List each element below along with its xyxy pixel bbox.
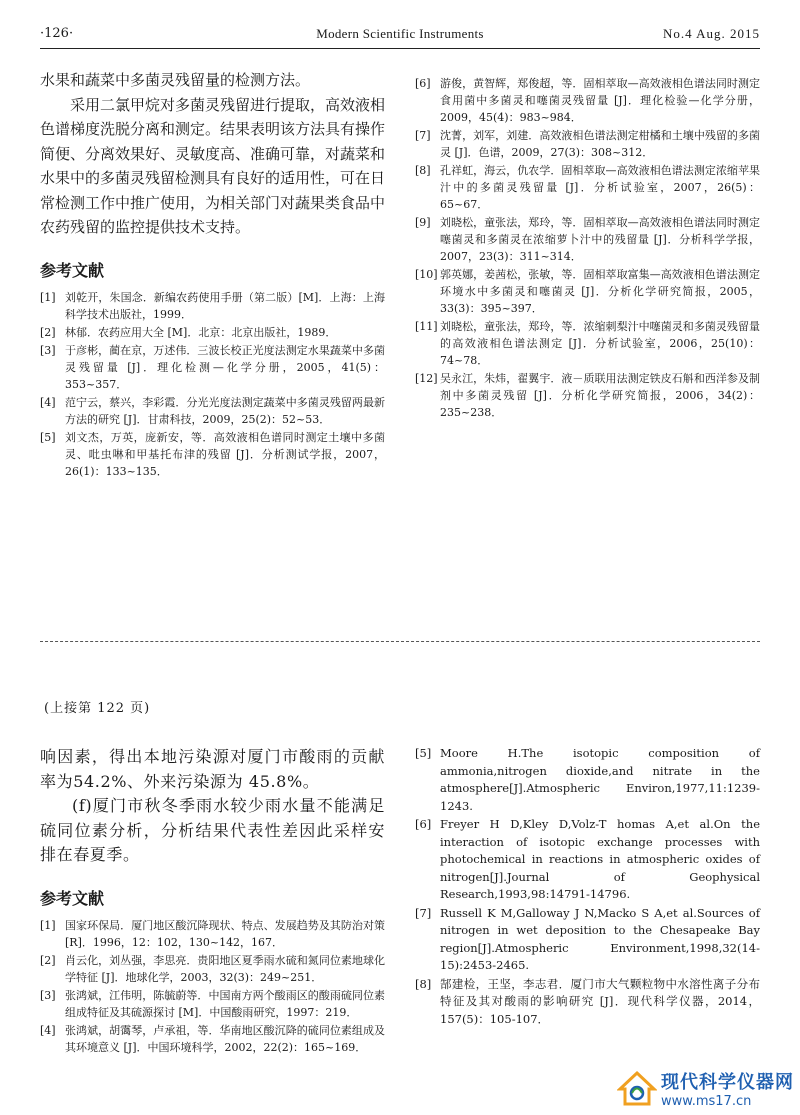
reference-list (415, 75, 760, 421)
references-heading: 参考文献 (40, 888, 105, 908)
reference-item: [1] 国家环保局．厦门地区酸沉降现状、特点、发展趋势及其防治对策 [R]．1996，12：102，130~142，167． (40, 918, 385, 949)
reference-item: [1] 刘乾开，朱国念．新编农药使用手册（第二版）[M]．上海：上海科学技术出版社，1999． (40, 290, 385, 321)
references-heading: 参考文献 (40, 260, 105, 280)
reference-item: [7] Russell K M,Galloway J N,Macko S A,et al.Sources of nitrogen in wet deposition to the Chesapeake Bay region[J].Atmospheric Environment,1998,32(14-15):2453-2465. (415, 905, 760, 972)
article2-left-column (40, 745, 385, 1057)
watermark-url: www.ms17.cn (661, 1094, 752, 1109)
journal-name: Modern Scientific Instruments (316, 26, 484, 41)
reference-item: [3] 于彦彬，蔺在京，万述伟．三波长校正光度法测定水果蔬菜中多菌灵残留量 [J]．理化检测—化学分册，2005，41(5)：353~357． (40, 343, 385, 391)
article1-right-column (415, 75, 760, 422)
article1-body (40, 68, 385, 240)
reference-item: [6] 游俊，黄智辉，郑俊超，等．固相萃取—高效液相色谱法同时测定食用菌中多菌灵和噻菌灵残留量 [J]．理化检验—化学分册，2009，45(4)：983~984． (415, 77, 760, 124)
running-header (40, 26, 760, 48)
continuation-note: (上接第 122 页) (44, 701, 151, 716)
reference-item: [8] 孔祥虹，海云，仇农学．固相萃取—高效液相色谱法测定浓缩苹果汁中的多菌灵残留量 [J]．分析试验室，2007，26(5)：65~67． (415, 164, 760, 211)
house-logo-icon (617, 1069, 657, 1109)
reference-list (415, 745, 760, 1028)
reference-item: [8] 郜建检，王坚，李志君．厦门市大气颗粒物中水溶性离子分布特征及其对酸雨的影响研究 [J]．现代科学仪器，2014，157(5)：105-107． (415, 976, 760, 1026)
reference-item: [11] 刘晓松，童张法，郑玲，等．浓缩刺梨汁中噻菌灵和多菌灵残留量的高效液相色谱法测定 [J]．分析试验室，2006，25(10)：74~78． (415, 320, 760, 367)
article2-body (40, 745, 385, 868)
reference-item: [3] 张鸿斌，江伟明，陈毓蔚等．中国南方两个酸雨区的酸雨硫同位素组成特征及其硫源探讨 [M]．中国酸雨研究，1997：219． (40, 988, 385, 1019)
reference-item: [2] 肖云化，刘丛强，李思亮．贵阳地区夏季雨水硫和氮同位素地球化学特征 [J]．地球化学，2003，32(3)：249~251． (40, 953, 385, 984)
reference-item: [7] 沈菁，刘军，刘建．高效液相色谱法测定柑橘和土壤中残留的多菌灵 [J]．色谱，2009，27(3)：308~312． (415, 129, 760, 159)
page-number: ·126· (40, 26, 74, 41)
dashed-divider (40, 641, 760, 642)
reference-item: [9] 刘晓松，童张法，郑玲，等．固相萃取—高效液相色谱法同时测定噻菌灵和多菌灵在浓缩萝卜汁中的残留量 [J]．分析科学学报，2007，23(3)：311~314． (415, 216, 760, 263)
reference-item: [4] 范宁云，蔡兴，李彩霞．分光光度法测定蔬菜中多菌灵残留两最新方法的研究 [J]．甘肃科技，2009，25(2)：52~53． (40, 395, 385, 426)
reference-item: [2] 林郁．农药应用大全 [M]．北京：北京出版社，1989． (40, 325, 337, 339)
reference-item: [12] 吴永江，朱炜，翟翼宇．液－质联用法测定铁皮石斛和西洋参及制剂中多菌灵残留 [J]．分析化学研究简报，2006，34(2)：235~238． (415, 372, 760, 419)
reference-item: [10] 郭英娜，姜茜松，张敏，等．固相萃取富集—高效液相色谱法测定环境水中多菌灵和噻菌灵 [J]．分析化学研究简报，2005，33(3)：395~397． (415, 268, 760, 315)
article1-left-column (40, 68, 385, 481)
body-paragraph: 响因素，得出本地污染源对厦门市酸雨的贡献率为54.2%、外来污染源为 45.8%。 (40, 747, 385, 791)
reference-list (40, 917, 385, 1056)
body-paragraph: 采用二氯甲烷对多菌灵残留进行提取，高效液相色谱梯度洗脱分离和测定。结果表明该方法具有操作简便、分离效果好、灵敏度高、准确可靠，对蔬菜和水果中的多菌灵残留检测具有良好的适用性，可在日常检测工作中推广使用，为相关部门对蔬果类食品中农药残留的监控提供技术支持。 (40, 95, 386, 236)
reference-list (40, 289, 385, 480)
site-watermark (617, 1068, 794, 1109)
body-paragraph: (f)厦门市秋冬季雨水较少雨水量不能满足硫同位素分析，分析结果代表性差因此采样安排在春夏季。 (40, 796, 385, 864)
issue-info: No.4 Aug. 2015 (662, 26, 760, 41)
reference-item: [6] Freyer H D,Kley D,Volz-T homas A,et al.On the interaction of isotopic exchange processes with photochemical in reactions in atmospheric oxides of nitrogen[J].Journal of Geophysical Research,1993,98:14791-14796. (415, 817, 760, 901)
watermark-site-name: 现代科学仪器网 (661, 1072, 794, 1093)
reference-item: [5] Moore H.The isotopic composition of ammonia,nitrogen dioxide,and nitrate in the atmosphere[J].Atmospheric Environ,1977,11:1239-1243. (415, 746, 760, 813)
body-paragraph: 水果和蔬菜中多菌灵残留量的检测方法。 (40, 71, 311, 89)
reference-item: [4] 张鸿斌，胡霭琴，卢承祖，等．华南地区酸沉降的硫同位素组成及其环境意义 [J]．中国环境科学，2002，22(2)：165~169． (40, 1023, 385, 1054)
article2-right-column (415, 745, 760, 1029)
reference-item: [5] 刘文杰，万英，庞新安，等．高效液相色谱同时测定土壤中多菌灵、吡虫啉和甲基托布津的残留 [J]．分析测试学报，2007，26(1)：133~135． (40, 430, 385, 478)
header-rule (40, 48, 760, 49)
